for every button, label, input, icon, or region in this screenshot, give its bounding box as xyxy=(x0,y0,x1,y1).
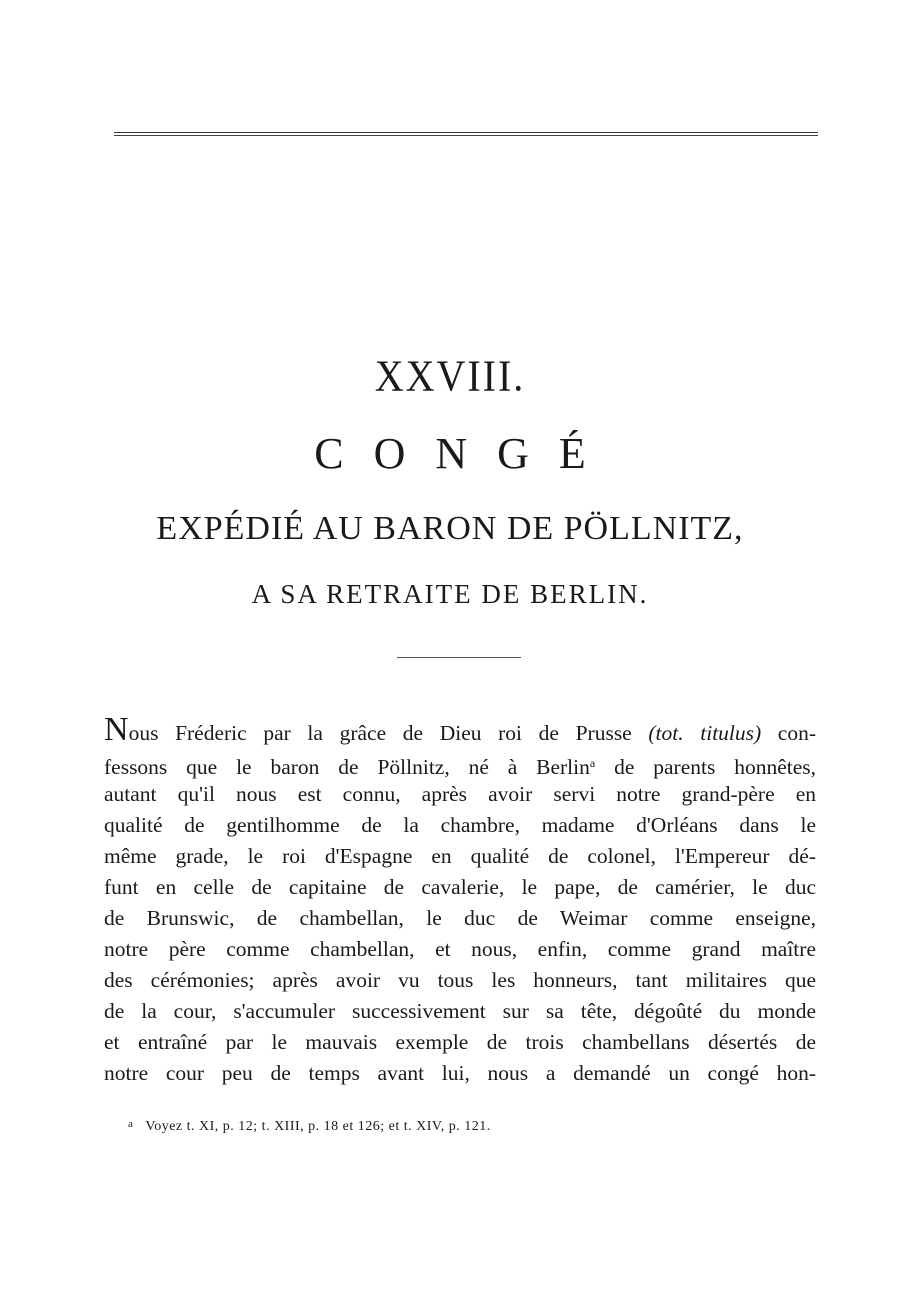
body-line xyxy=(104,708,816,748)
italic-text: (tot. titulus) xyxy=(648,721,762,745)
body-text-segment: ous Fréderic par la grâce de Dieu roi de Prusse xyxy=(128,721,649,745)
document-title: CONGÉ xyxy=(314,429,616,478)
drop-cap: N xyxy=(104,711,129,748)
body-line xyxy=(104,748,816,779)
chapter-number: XXVIII. xyxy=(374,350,526,401)
footnote-marker: a xyxy=(128,1118,134,1130)
section-divider xyxy=(397,657,521,658)
body-text-segment: con- xyxy=(761,721,817,745)
footnote xyxy=(128,1118,491,1135)
footnote-reference: a xyxy=(589,756,596,770)
body-line: de Brunswic, de chambellan, le duc de Weimar comme enseigne, xyxy=(104,906,816,930)
body-text-segment: de parents honnêtes, xyxy=(595,755,816,779)
body-line: des cérémonies; après avoir vu tous les honneurs, tant militaires que xyxy=(104,968,816,992)
body-line: de la cour, s'accumuler successivement sur sa tête, dégoûté du monde xyxy=(104,999,816,1023)
body-paragraph xyxy=(104,708,816,1089)
body-line: funt en celle de capitaine de cavalerie, le pape, de camérier, le duc xyxy=(104,875,816,899)
body-text-segment: fessons que le baron de Pöllnitz, né à Berlin xyxy=(104,755,590,779)
body-line: même grade, le roi d'Espagne en qualité de colonel, l'Empereur dé- xyxy=(104,844,816,868)
body-line: autant qu'il nous est connu, après avoir servi notre grand-père en xyxy=(104,782,816,806)
body-line: notre cour peu de temps avant lui, nous a demandé un congé hon- xyxy=(104,1061,816,1085)
body-line: notre père comme chambellan, et nous, enfin, comme grand maître xyxy=(104,937,816,961)
body-line: et entraîné par le mauvais exemple de trois chambellans désertés de xyxy=(104,1030,816,1054)
document-subtitle-2: A SA RETRAITE DE BERLIN. xyxy=(251,579,649,609)
footnote-text: Voyez t. XI, p. 12; t. XIII, p. 18 et 126; et t. XIV, p. 121. xyxy=(145,1119,491,1134)
document-subtitle-1: EXPÉDIÉ AU BARON DE PÖLLNITZ, xyxy=(156,510,744,547)
body-line: qualité de gentilhomme de la chambre, madame d'Orléans dans le xyxy=(104,813,816,837)
top-double-rule xyxy=(114,132,818,137)
